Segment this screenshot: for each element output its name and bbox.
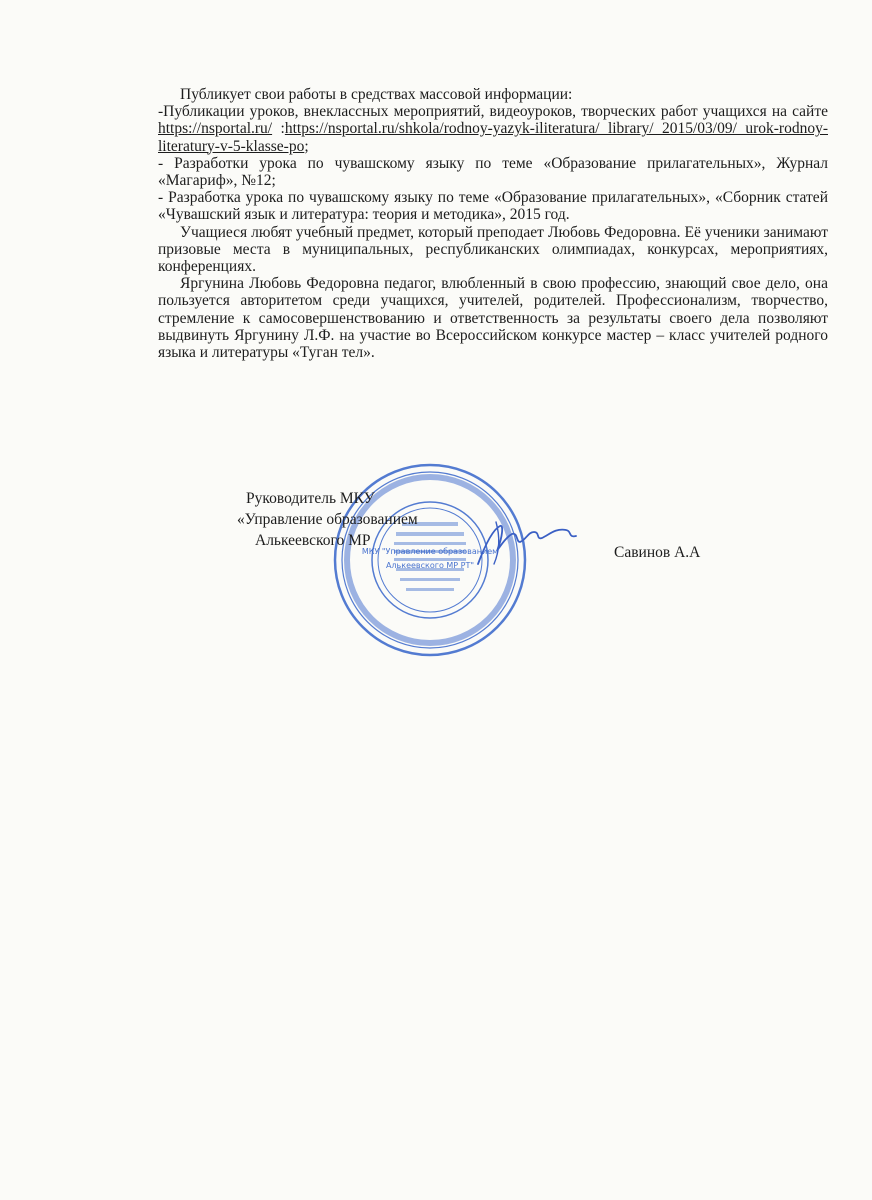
punctuation-text: ; — [304, 137, 309, 155]
lesson-link[interactable]: https://nsportal.ru/shkola/rodnoy-yazyk-iliteratura/ library/ 2015/03/09/ urok-rodnoy-literatury-v-5-klasse-po — [158, 120, 828, 155]
nsportal-link[interactable]: https://nsportal.ru/ — [158, 120, 273, 138]
signatory-title-line-3: Алькеевского МР — [255, 532, 371, 549]
signatory-title-line-1: Руководитель МКУ — [246, 490, 375, 507]
signatory-title-line-2: «Управление образованием — [237, 511, 418, 528]
stamp-text: МКУ "Управление образованием — [361, 547, 499, 556]
document-body — [158, 86, 828, 361]
separator-text: : — [272, 120, 285, 138]
publication-item: - Разработки урока по чувашскому языку по теме «Образование прилагательных», Журнал «Магариф», №12; — [158, 154, 828, 190]
signatory-name: Савинов А.А — [614, 544, 701, 561]
publications-heading: Публикует свои работы в средствах массовой информации: — [180, 86, 573, 103]
publication-text: -Публикации уроков, внеклассных мероприятий, видеоуроков, творческих работ учащихся на сайте — [158, 103, 828, 121]
stamp-text: Алькеевского МР РТ" — [385, 561, 475, 570]
handwritten-signature — [470, 508, 590, 578]
students-paragraph: Учащиеся любят учебный предмет, который преподает Любовь Федоровна. Её ученики занимают призовые места в муниципальных, республиканских олимпиадах, конкурсах, мероприятиях, конференциях. — [158, 223, 828, 276]
publication-item: - Разработка урока по чувашскому языку по теме «Образование прилагательных», «Сборник статей «Чувашский язык и литература: теория и методика», 2015 год. — [158, 189, 828, 224]
publication-item — [158, 103, 828, 155]
summary-paragraph: Яргунина Любовь Федоровна педагог, влюбленный в свою профессию, знающий свое дело, она пользуется авторитетом среди учащихся, учителей, родителей. Профессионализм, творчество, стремление к самосовершенствованию и ответственность за результаты своего дела позволяют выдвинуть Яргунину Л.Ф. на участие во Всероссийском конкурсе мастер – класс учителей родного языка и литературы «Туган тел». — [158, 275, 828, 362]
